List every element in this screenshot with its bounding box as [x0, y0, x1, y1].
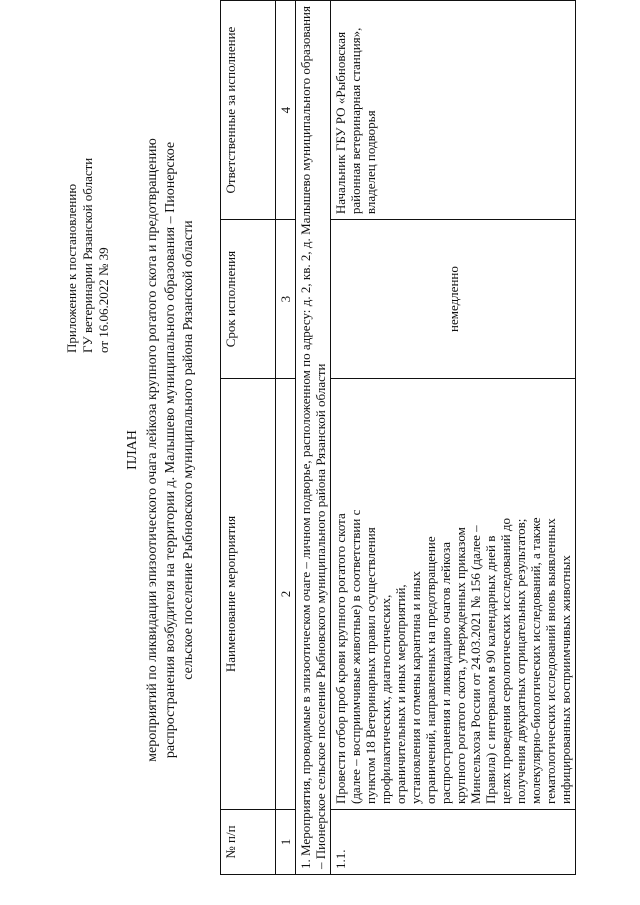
activity-line: целях проведения серологических исследований до	[498, 518, 513, 805]
activity-line: пунктом 18 Ветеринарных правил осуществления	[363, 527, 378, 805]
row-responsible	[331, 1, 576, 220]
plan-title-line: распространения возбудителя на территории д. Малышево муниципального образования – Пионерское	[163, 141, 178, 759]
responsible-line: Начальник ГБУ РО «Рыбновская	[333, 31, 348, 215]
column-number: 1	[276, 810, 296, 875]
header-number: № п/п	[221, 810, 276, 875]
appendix-line: от 16.06.2022 № 39	[96, 247, 111, 353]
column-number: 4	[276, 1, 296, 220]
responsible-line: районная ветеринарная станция»,	[348, 27, 363, 215]
activity-line: Минсельхоза России от 24.03.2021 № 156 (далее –	[468, 525, 483, 805]
section-heading: 1. Мероприятия, проводимые в эпизоотическом очаге – личном подворье, расположенном по адресу: д. 2, кв. 2, д. Малышево муниципального образования – Пионерское сельское поселение Рыбновского муниципального района Рязанской области	[296, 1, 331, 875]
activity-line: ограничений, направленных на предотвращение	[423, 536, 438, 805]
appendix-line: ГУ ветеринарии Рязанской области	[80, 157, 95, 353]
responsible-line: владелец подворья	[363, 110, 378, 215]
activity-line: установления и отмены карантина и иных	[408, 571, 423, 805]
plan-heading: ПЛАН	[125, 430, 140, 470]
plan-table	[220, 0, 576, 875]
activity-line: профилактических, диагностических,	[378, 594, 393, 805]
activity-line: крупного рогатого скота, утвержденных приказом	[453, 527, 468, 805]
activity-line: Провести отбор проб крови крупного рогатого скота	[333, 513, 348, 805]
row-activity	[331, 378, 576, 809]
table-row	[331, 1, 576, 875]
table-header-row	[221, 1, 276, 875]
row-number: 1.1.	[331, 810, 576, 875]
plan-title-line: сельское поселение Рыбновского муниципального района Рязанской области	[181, 220, 196, 680]
appendix-note	[64, 158, 112, 353]
header-activity: Наименование мероприятия	[221, 378, 276, 809]
section-row	[296, 1, 331, 875]
activity-line: ограничительных и иных мероприятий,	[393, 584, 408, 805]
column-numbers-row	[276, 1, 296, 875]
column-number: 2	[276, 378, 296, 809]
activity-line: получения двукратных отрицательных результатов;	[513, 518, 528, 805]
activity-line: Правила) с интервалом в 90 календарных дней в	[483, 535, 498, 805]
column-number: 3	[276, 220, 296, 379]
activity-line: распространения и ликвидацию очагов лейкоза	[438, 541, 453, 805]
plan-title-line: мероприятий по ликвидации эпизоотического очага лейкоза крупного рогатого скота и предотвращению	[145, 138, 160, 762]
row-deadline: немедленно	[331, 220, 576, 379]
header-responsible: Ответственные за исполнение	[221, 1, 276, 220]
appendix-line: Приложение к постановлению	[64, 183, 79, 353]
header-deadline: Срок исполнения	[221, 220, 276, 379]
activity-line: гематологических исследований вновь выявленных	[543, 518, 558, 805]
activity-line: молекулярно-биологических исследований, а также	[528, 517, 543, 805]
activity-line: (далее – восприимчивые животные) в соответствии с	[348, 509, 363, 805]
activity-line: инфицированных восприимчивых животных	[558, 555, 573, 805]
